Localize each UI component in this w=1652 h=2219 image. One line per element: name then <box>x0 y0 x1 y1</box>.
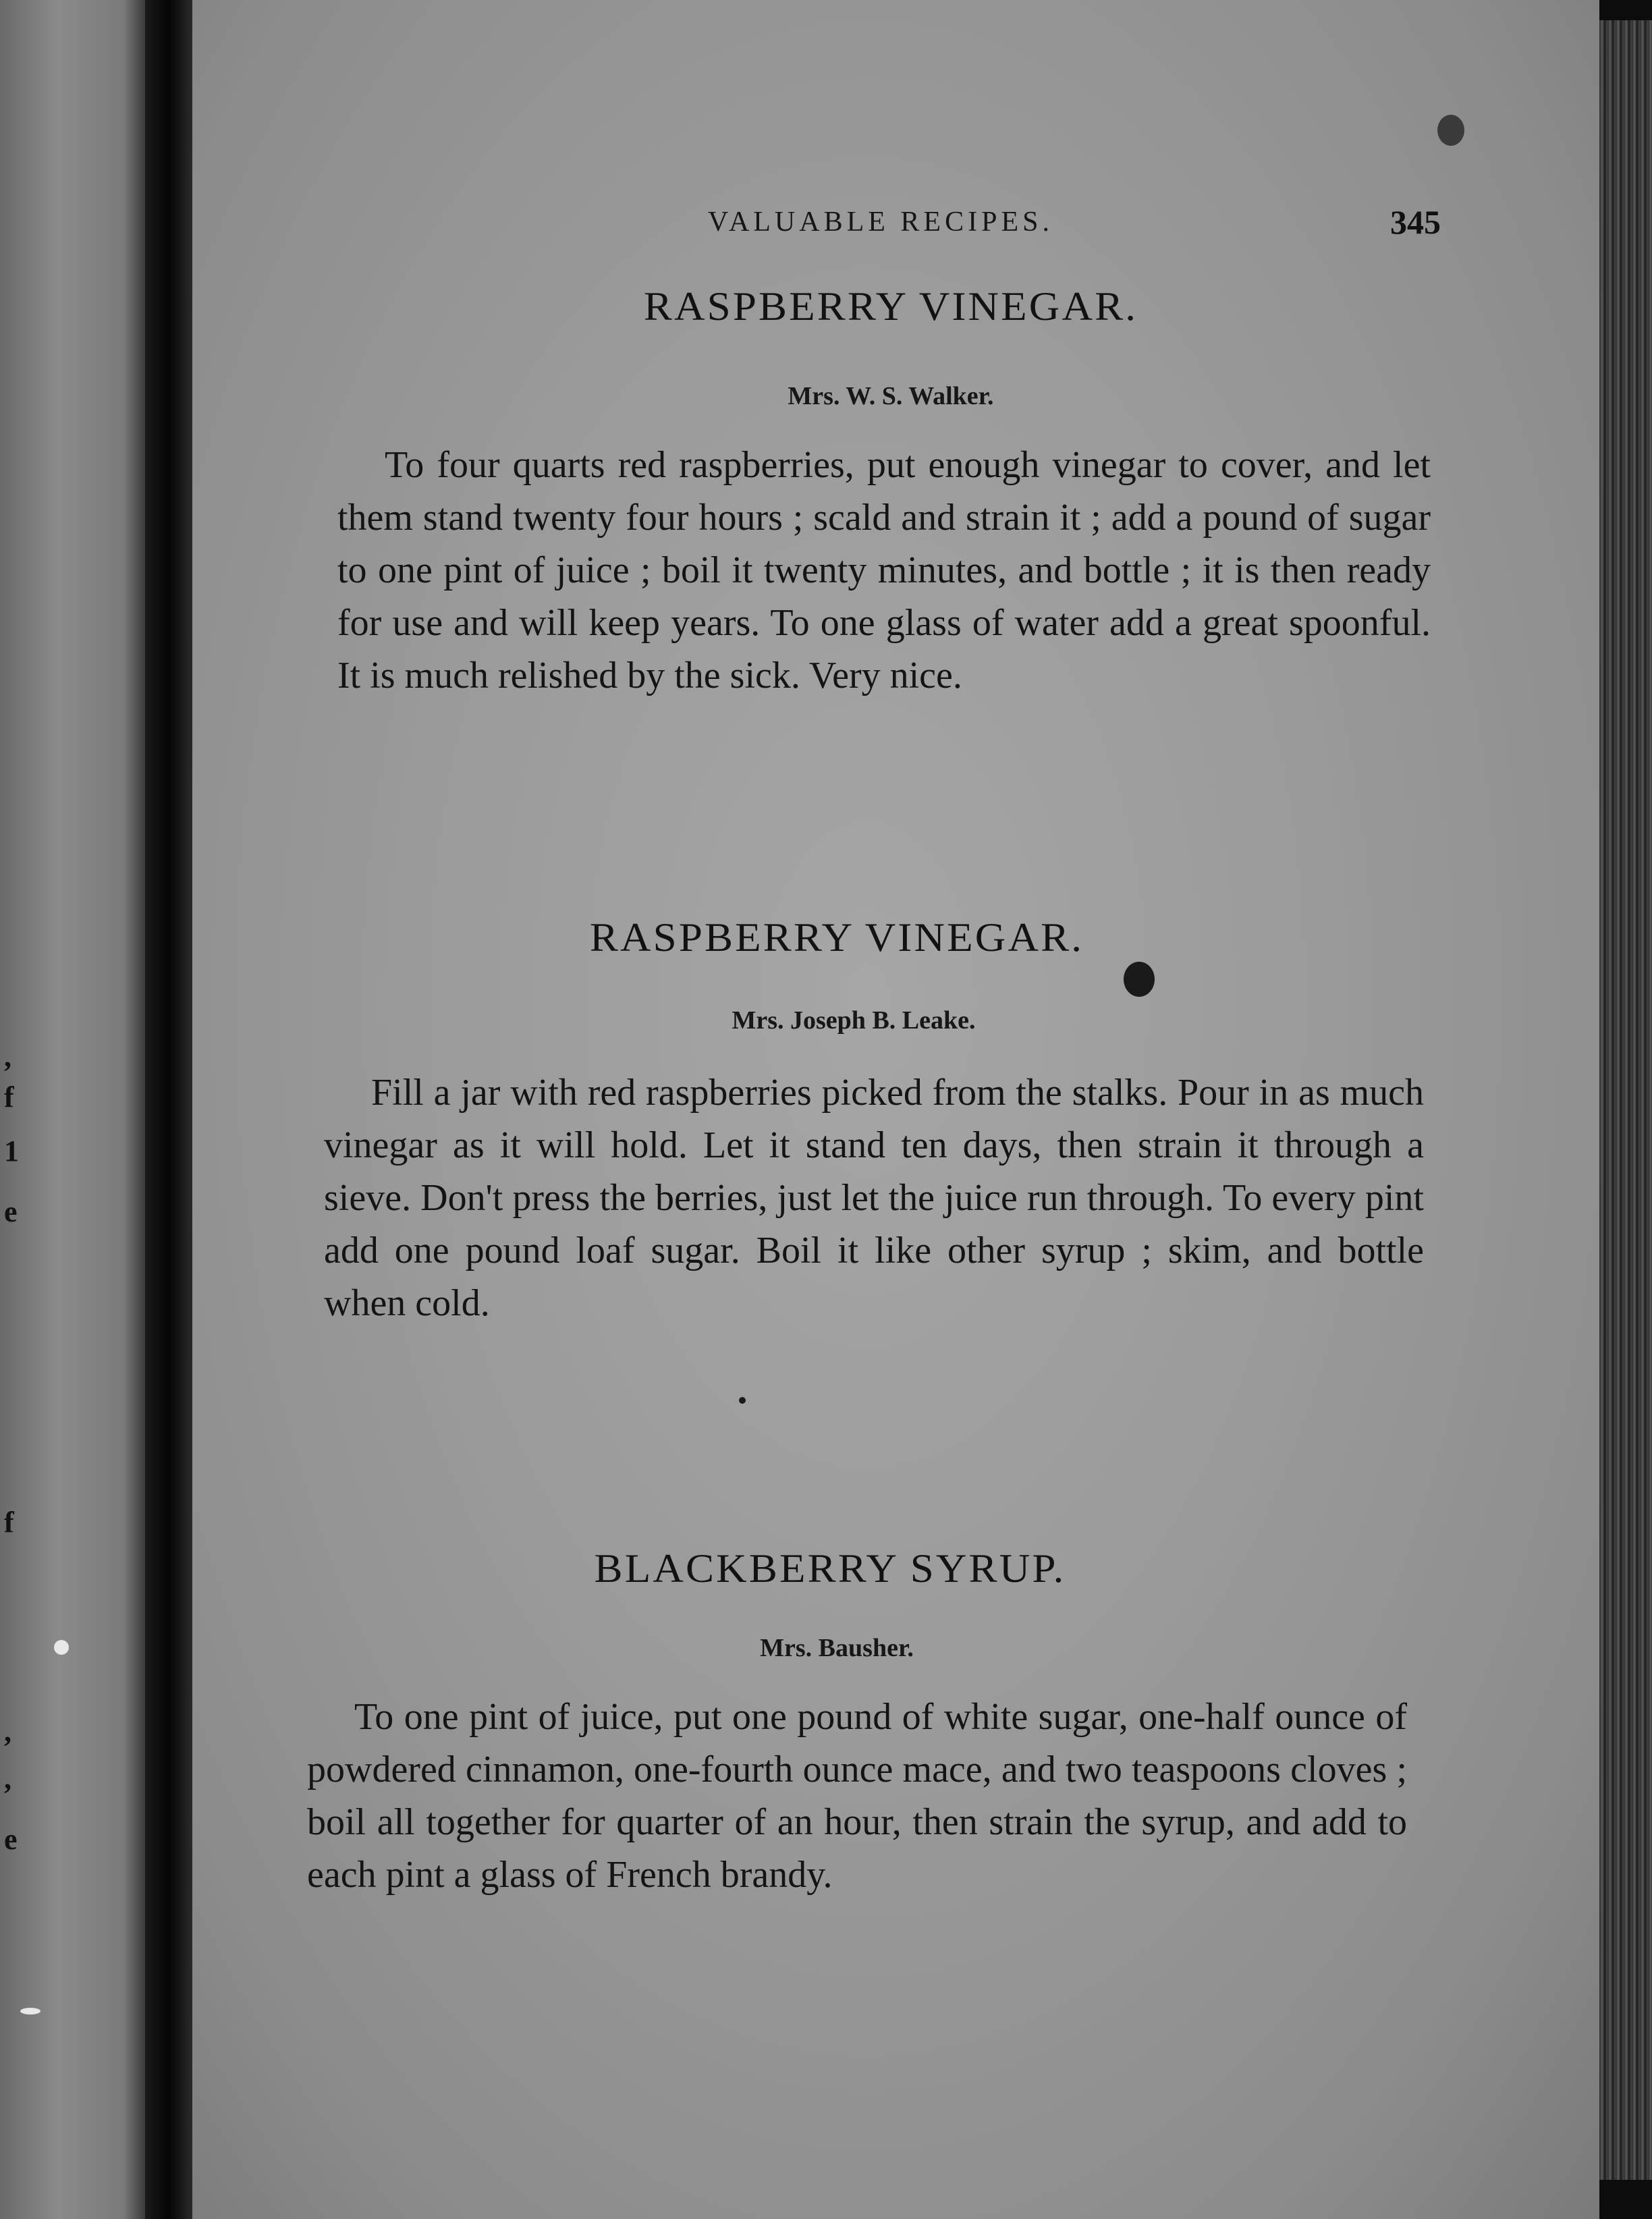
running-head: VALUABLE RECIPES. <box>708 207 1053 238</box>
page-number: 345 <box>1390 203 1441 241</box>
dust-speck <box>739 1397 746 1404</box>
recipe-body: To four quarts red raspberries, put enough vinegar to cover, and let them stand twenty four hours ; scald and strain it ; add a pound of sugar to one pint of juice ; boil it twenty minutes, and bottle ; it is then ready for use and will keep years. To one glass of water add a great spoonful. It is much relished by the sick. Very nice. <box>337 444 1431 696</box>
left-fragment: , <box>4 1762 11 1795</box>
recipe-author: Mrs. W. S. Walker. <box>788 382 994 410</box>
recipe-title: RASPBERRY VINEGAR. <box>643 284 1138 329</box>
dust-speck <box>20 2008 40 2015</box>
left-fragment: f <box>4 1080 14 1114</box>
ink-blot <box>1124 962 1155 997</box>
recipe-body: To one pint of juice, put one pound of white sugar, one-half ounce of powdered cinnamon, one-fourth ounce mace, and two teaspoons cloves ; boil all together for quarter of an hour, then strain the syrup, and add to each pint a glass of French brandy. <box>307 1696 1407 1896</box>
left-fragment: f <box>4 1506 14 1539</box>
recipe-title: RASPBERRY VINEGAR. <box>589 915 1084 960</box>
recipe-body: Fill a jar with red raspberries picked from the stalks. Pour in as much vinegar as it will hold. Let it stand ten days, then strain it through a sieve. Don't press the berries, just let the juice run through. To every pint add one pound loaf sugar. Boil it like other syrup ; skim, and bottle when cold. <box>324 1072 1424 1324</box>
left-fragment: 1 <box>4 1134 19 1168</box>
left-fragment: , <box>4 1040 11 1073</box>
book-gutter <box>145 0 192 2219</box>
recipe-author: Mrs. Joseph B. Leake. <box>732 1006 976 1035</box>
left-facing-page <box>0 0 145 2219</box>
left-fragment: , <box>4 1715 11 1748</box>
recipe-title: BLACKBERRY SYRUP. <box>594 1546 1066 1591</box>
left-fragment: e <box>4 1823 18 1856</box>
left-fragment: e <box>4 1195 18 1228</box>
ink-blot <box>1437 115 1464 146</box>
dust-speck <box>54 1640 69 1655</box>
page-edges <box>1599 20 1652 2180</box>
recipe-author: Mrs. Bausher. <box>760 1634 914 1662</box>
